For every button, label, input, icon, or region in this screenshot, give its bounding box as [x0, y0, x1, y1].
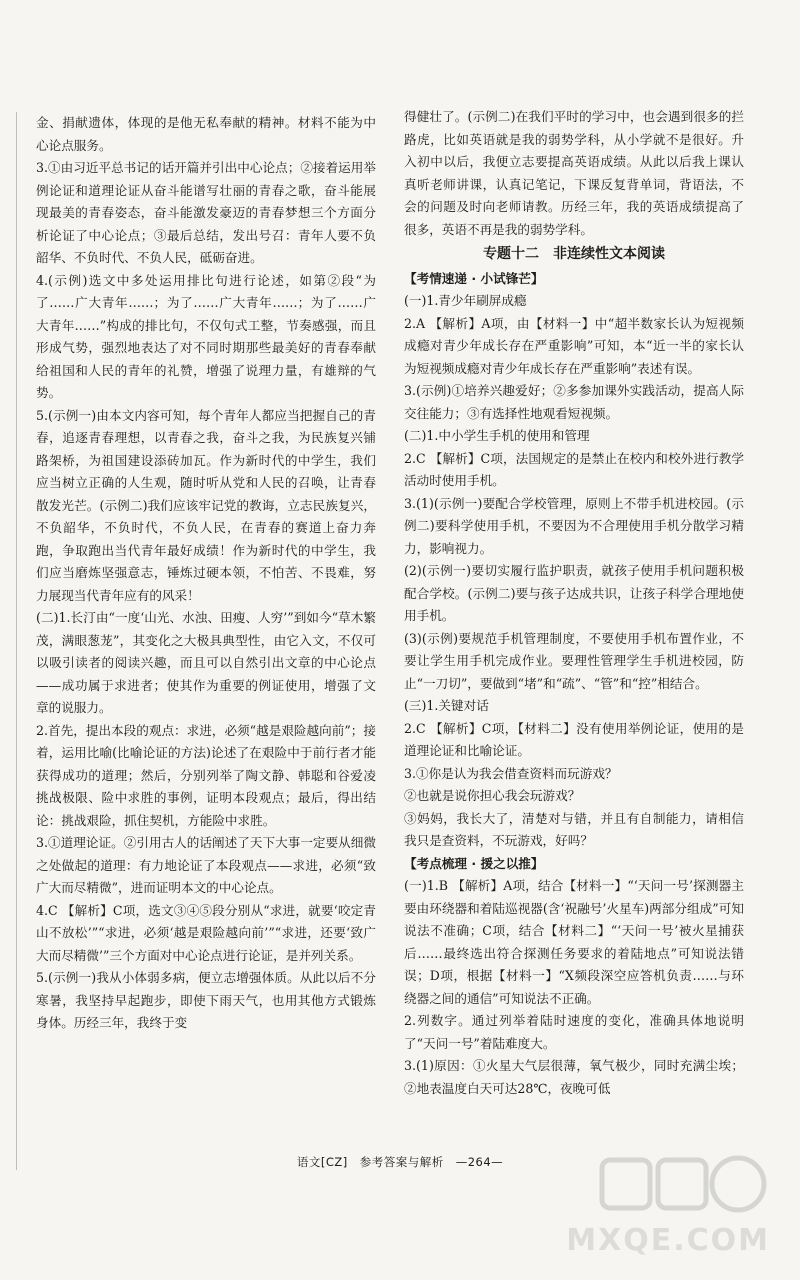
- left-paragraph-4: (二)1.长汀由“一度‘山光、水浊、田瘦、人穷’”到如今“草木繁茂，满眼葱茏”，其变化之大极具典型性，由它入文，不仅可以吸引读者的阅读兴趣，而且可以自然引出文章的中心论点——成功属于求进者；使其作为重要的例证使用，增强了文章的说服力。: [36, 610, 376, 715]
- left-paragraph-5: 2.首先，提出本段的观点：求进，必须“越是艰险越向前”；接着，运用比喻(比喻论证的方法)论述了在艰险中于前行者才能获得成功的道理；然后，分别列举了陶文静、韩聪和谷爱凌挑战极限、险中求胜的事例，证明本段观点；最后，得出结论：挑战艰险，抓住契机，方能险中求胜。: [36, 722, 376, 828]
- left-paragraph-7: 4.C 【解析】C项，选文③④⑤段分别从“求进，就要‘咬定青山不放松’”“求进，必须‘越是艰险越向前’”“求进，还要‘致广大而尽精微’”三个方面对中心论点进行论证，是并列关系。: [36, 902, 376, 963]
- left-paragraph-0: 金、捐献遗体，体现的是他无私奉献的精神。材料不能为中心论点服务。: [36, 115, 376, 153]
- right-item: (一)1.青少年刷屏成瘾: [404, 293, 527, 308]
- section-title: 专题十二 非连续性文本阅读: [483, 246, 665, 262]
- right-item: 3.(1)(示例一)要配合学校管理，原则上不带手机进校园。(示例二)要科学使用手机，不要因为不合理使用手机分散学习精力，影响视力。: [404, 495, 744, 556]
- right-item: 2.A 【解析】A项，由【材料一】中“超半数家长认为短视频成瘾对青少年成长存在严重影响”可知，本“近一半的家长认为短视频成瘾对青少年成长存在严重影响”表述有误。: [404, 315, 744, 376]
- right-item: (一)1.B 【解析】A项，结合【材料一】“‘天问一号’探测器主要由环绕器和着陆巡视器(含‘祝融号’火星车)两部分组成”可知说法不准确；C项，结合【材料二】“‘天问一号’被火星捕获后……最终选出符合探测任务要求的着陆地点”可知说法错误；D项，根据【材料一】“X频段深空应答机负责……与环绕器之间的通信”可知说法不正确。: [404, 878, 744, 1006]
- right-item: 3.(1)原因：①火星大气层很薄，氧气极少，同时充满尘埃；②地表温度白天可达28℃，夜晚可低: [404, 1058, 744, 1096]
- page-footer: 语文[CZ] 参考答案与解析 —264—: [296, 1155, 504, 1169]
- right-item: ②也就是说你担心我会玩游戏？: [404, 788, 581, 803]
- left-paragraph-2: 4.(示例)选文中多处运用排比句进行论述，如第②段“为了……广大青年……；为了……广大青年……；为了……广大青年……”构成的排比句，不仅句式工整，节奏感强，而且形成气势，强烈地表达了对不同时期那些最美好的青春奉献给祖国和人民的青年的礼赞，增强了说理力量，有雄辩的气势。: [36, 272, 376, 400]
- right-item: 2.C 【解析】C项，【材料二】没有使用举例论证，使用的是道理论证和比喻论证。: [404, 720, 744, 758]
- left-paragraph-6: 3.①道理论证。②引用古人的话阐述了天下大事一定要从细微之处做起的道理：有力地论证了本段观点——求进，必须“致广大而尽精微”，进而证明本文的中心论点。: [36, 835, 376, 895]
- watermark-logo: [566, 1154, 780, 1266]
- left-paragraph-3: 5.(示例一)由本文内容可知，每个青年人都应当把握自己的青春，追逐青春理想，以青春之我，奋斗之我，为民族复兴铺路架桥，为祖国建设添砖加瓦。作为新时代的中学生，我们应当树立正确的人生观，随时听从党和人民的召唤，让青春散发光芒。(示例二)我们应该牢记党的教诲，立志民族复兴，不负韶华，不负时代，不负人民，在青春的赛道上奋力奔跑，争取跑出当代青年最好成绩！作为新时代的中学生，我们应当磨炼坚强意志，锤炼过硬本领，不怕苦、不畏难，努力展现当代青年应有的风采！: [36, 407, 376, 603]
- margin-line: [16, 112, 17, 1170]
- right-item: ③妈妈，我长大了，清楚对与错，并且有自制能力，请相信我只是查资料，不玩游戏，好吗？: [404, 810, 744, 848]
- right-column: [404, 106, 744, 1100]
- watermark-text: MXQE.COM: [566, 1223, 770, 1258]
- right-item: 3.①你是认为我会借查资料而玩游戏？: [404, 765, 618, 781]
- left-paragraph-1: 3.①由习近平总书记的话开篇并引出中心论点；②接着运用举例论证和道理论证从奋斗能谱写壮丽的青春之歌，奋斗能展现最美的青春姿态，奋斗能激发豪迈的青春梦想三个方面分析论证了中心论点；③最后总结，发出号召：青年人要不负韶华、不负时代、不负人民，砥砺奋进。: [36, 160, 376, 265]
- left-paragraph-8: 5.(示例一)我从小体弱多病，便立志增强体质。从此以后不分寒暑，我坚持早起跑步，即使下雨天气，也用其他方式锻炼身体。历经三年，我终于变: [36, 970, 376, 1030]
- right-item: 3.(示例)①培养兴趣爱好；②多参加课外实践活动，提高人际交往能力；③有选择性地观看短视频。: [404, 383, 744, 421]
- right-item: 2.列数字。通过列举着陆时速度的变化，准确具体地说明了“天问一号”着陆难度大。: [404, 1013, 744, 1051]
- right-item: (2)(示例一)要切实履行监护职责，就孩子使用手机问题积极配合学校。(示例二)要与孩子达成共识，让孩子科学合理地使用手机。: [404, 563, 744, 623]
- right-item: (3)(示例)要规范手机管理制度，不要使用手机布置作业，不要让学生用手机完成作业。要理性管理学生手机进校园，防止“一刀切”，要做到“堵”和“疏”、“管”和“控”相结合。: [404, 630, 744, 691]
- section-head-2: 【考点梳理 · 援之以推】: [404, 855, 544, 871]
- right-item: 2.C 【解析】C项，法国规定的是禁止在校内和校外进行教学活动时使用手机。: [404, 450, 744, 488]
- left-column: [36, 112, 376, 1035]
- section-head-1: 【考情速递 · 小试锋芒】: [404, 270, 544, 286]
- right-item: (三)1.关键对话: [404, 698, 489, 713]
- right-top-paragraph: 得健壮了。(示例二)在我们平时的学习中，也会遇到很多的拦路虎，比如英语就是我的弱势学科，从小学就不是很好。升入初中以后，我便立志要提高英语成绩。从此以后我上课认真听老师讲课，认真记笔记，下课反复背单词，背语法，不会的问题及时向老师请教。历经三年，我的英语成绩提高了很多，英语不再是我的弱势学科。: [404, 109, 744, 237]
- right-item: (二)1.中小学生手机的使用和管理: [404, 428, 590, 443]
